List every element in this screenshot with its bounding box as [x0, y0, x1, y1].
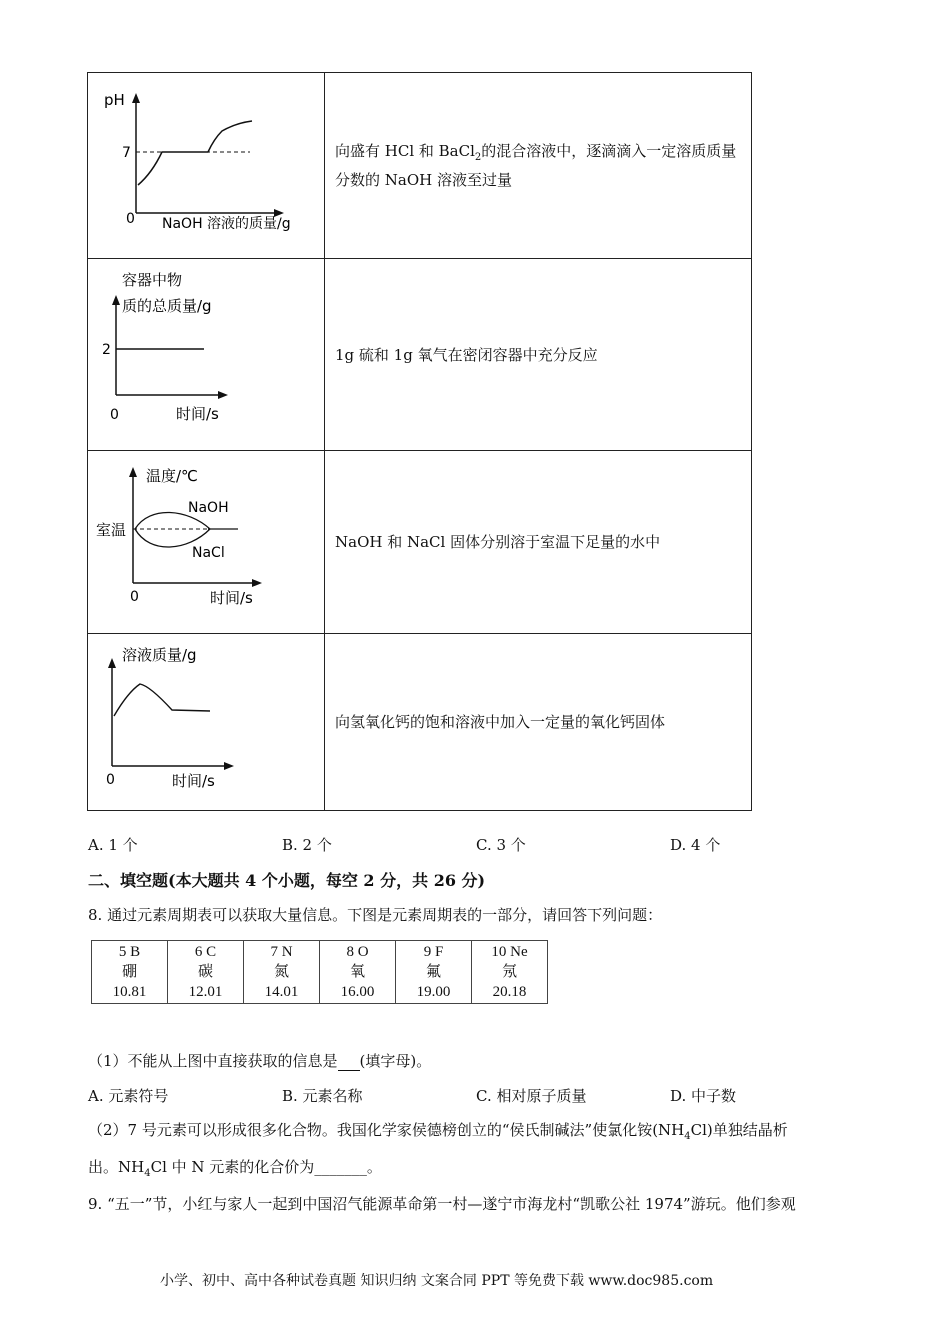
y-axis-arrow [132, 93, 140, 103]
question-8-part-2-line-2: 出。$NH_4Cl$ 中 N 元素的化合价为_______。 [88, 1158, 382, 1179]
row-description: 向盛有 HCl 和 BaCl$_2$的混合溶液中，逐滴滴入一定溶质质量分数的 NaOH 溶液至过量 [335, 142, 737, 189]
choice-d: D. 中子数 [670, 1087, 737, 1105]
description-cell [325, 451, 752, 634]
curve-label-upper: NaOH [188, 500, 229, 516]
answer-blank[interactable]: _______ [314, 1158, 367, 1176]
question-9-stem: 9. “五一”节，小红与家人一起到中国沼气能源革命第一村—遂宁市海龙村“凯歌公社 1974”游玩。他们参观 [88, 1195, 796, 1213]
element-cell: 6 C 碳 12.01 [168, 941, 244, 1004]
table-row [88, 73, 752, 259]
option-a: A. 1 个 [88, 836, 138, 854]
temperature-graph [88, 451, 324, 629]
choice-a: A. 元素符号 [88, 1087, 169, 1105]
x-axis-arrow [218, 391, 228, 399]
graph-table [87, 72, 752, 811]
y-axis-label: 溶液质量/g [122, 646, 197, 664]
graph-cell [88, 73, 325, 259]
option-b: B. 2 个 [282, 836, 332, 854]
y-axis-arrow [108, 658, 116, 668]
y-tick-label: 2 [102, 342, 111, 358]
part-1-choices [88, 1085, 848, 1107]
choice-b: B. 元素名称 [282, 1087, 363, 1105]
option-d: D. 4 个 [670, 836, 721, 854]
question-8-stem: 8. 通过元素周期表可以获取大量信息。下图是元素周期表的一部分，请回答下列问题： [88, 906, 663, 924]
x-axis-label: 时间/s [176, 405, 219, 423]
y-axis-label: pH [104, 91, 125, 109]
x-axis-arrow [252, 579, 262, 587]
x-axis-label: 时间/s [210, 589, 253, 607]
graph-cell [88, 451, 325, 634]
table-row [88, 634, 752, 811]
ph-graph [88, 73, 324, 254]
y-axis-arrow [129, 467, 137, 477]
x-axis-label: NaOH 溶液的质量/g [162, 216, 291, 232]
y-axis-label: 温度/℃ [146, 467, 198, 485]
answer-options [88, 832, 808, 856]
origin-label: 0 [130, 589, 139, 605]
option-c: C. 3 个 [476, 836, 526, 854]
answer-blank[interactable] [338, 1052, 360, 1071]
section-title: 二、填空题(本大题共 4 个小题，每空 2 分，共 26 分) [88, 871, 486, 890]
y-axis-label-line2: 质的总质量/g [122, 297, 212, 315]
question-8-part-2-line-1: （2）7 号元素可以形成很多化合物。我国化学家侯德榜创立的“侯氏制碱法”使氯化铵$(NH_4Cl)$单独结晶析 [88, 1121, 788, 1142]
origin-label: 0 [126, 211, 135, 227]
curve-label-lower: NaCl [192, 545, 225, 561]
row-description: 向氢氧化钙的饱和溶液中加入一定量的氧化钙固体 [335, 713, 666, 731]
table-row [88, 451, 752, 634]
description-cell [325, 634, 752, 811]
row-description: 1g 硫和 1g 氧气在密闭容器中充分反应 [335, 345, 598, 364]
element-cell: 10 Ne 氖 20.18 [472, 941, 548, 1004]
y-axis-arrow [112, 295, 120, 305]
element-cell: 9 F 氟 19.00 [396, 941, 472, 1004]
periodic-table-row [92, 941, 548, 1004]
y-axis-label-line1: 容器中物 [122, 271, 183, 289]
mass-graph [88, 259, 324, 446]
periodic-table [91, 940, 548, 1004]
origin-label: 0 [106, 772, 115, 788]
y-tick-label: 7 [122, 145, 131, 161]
solution-mass-curve [114, 684, 210, 716]
element-cell: 7 N 氮 14.01 [244, 941, 320, 1004]
y-tick-label: 室温 [96, 521, 127, 539]
table-row [88, 259, 752, 451]
origin-label: 0 [110, 407, 119, 423]
description-cell [325, 259, 752, 451]
graph-cell [88, 634, 325, 811]
question-8-part-1: （1）不能从上图中直接获取的信息是 (填字母)。 [88, 1052, 432, 1070]
row-description: NaOH 和 NaCl 固体分别溶于室温下足量的水中 [335, 533, 661, 551]
choice-c: C. 相对原子质量 [476, 1087, 587, 1105]
x-axis-label: 时间/s [172, 772, 215, 790]
graph-cell [88, 259, 325, 451]
ph-curve [138, 121, 252, 185]
description-cell [325, 73, 752, 259]
element-cell: 5 B 硼 10.81 [92, 941, 168, 1004]
page-footer: 小学、初中、高中各种试卷真题 知识归纳 文案合同 PPT 等免费下载 www.doc985.com [160, 1273, 714, 1289]
solution-mass-graph [88, 634, 324, 806]
x-axis-arrow [224, 762, 234, 770]
element-cell: 8 O 氧 16.00 [320, 941, 396, 1004]
